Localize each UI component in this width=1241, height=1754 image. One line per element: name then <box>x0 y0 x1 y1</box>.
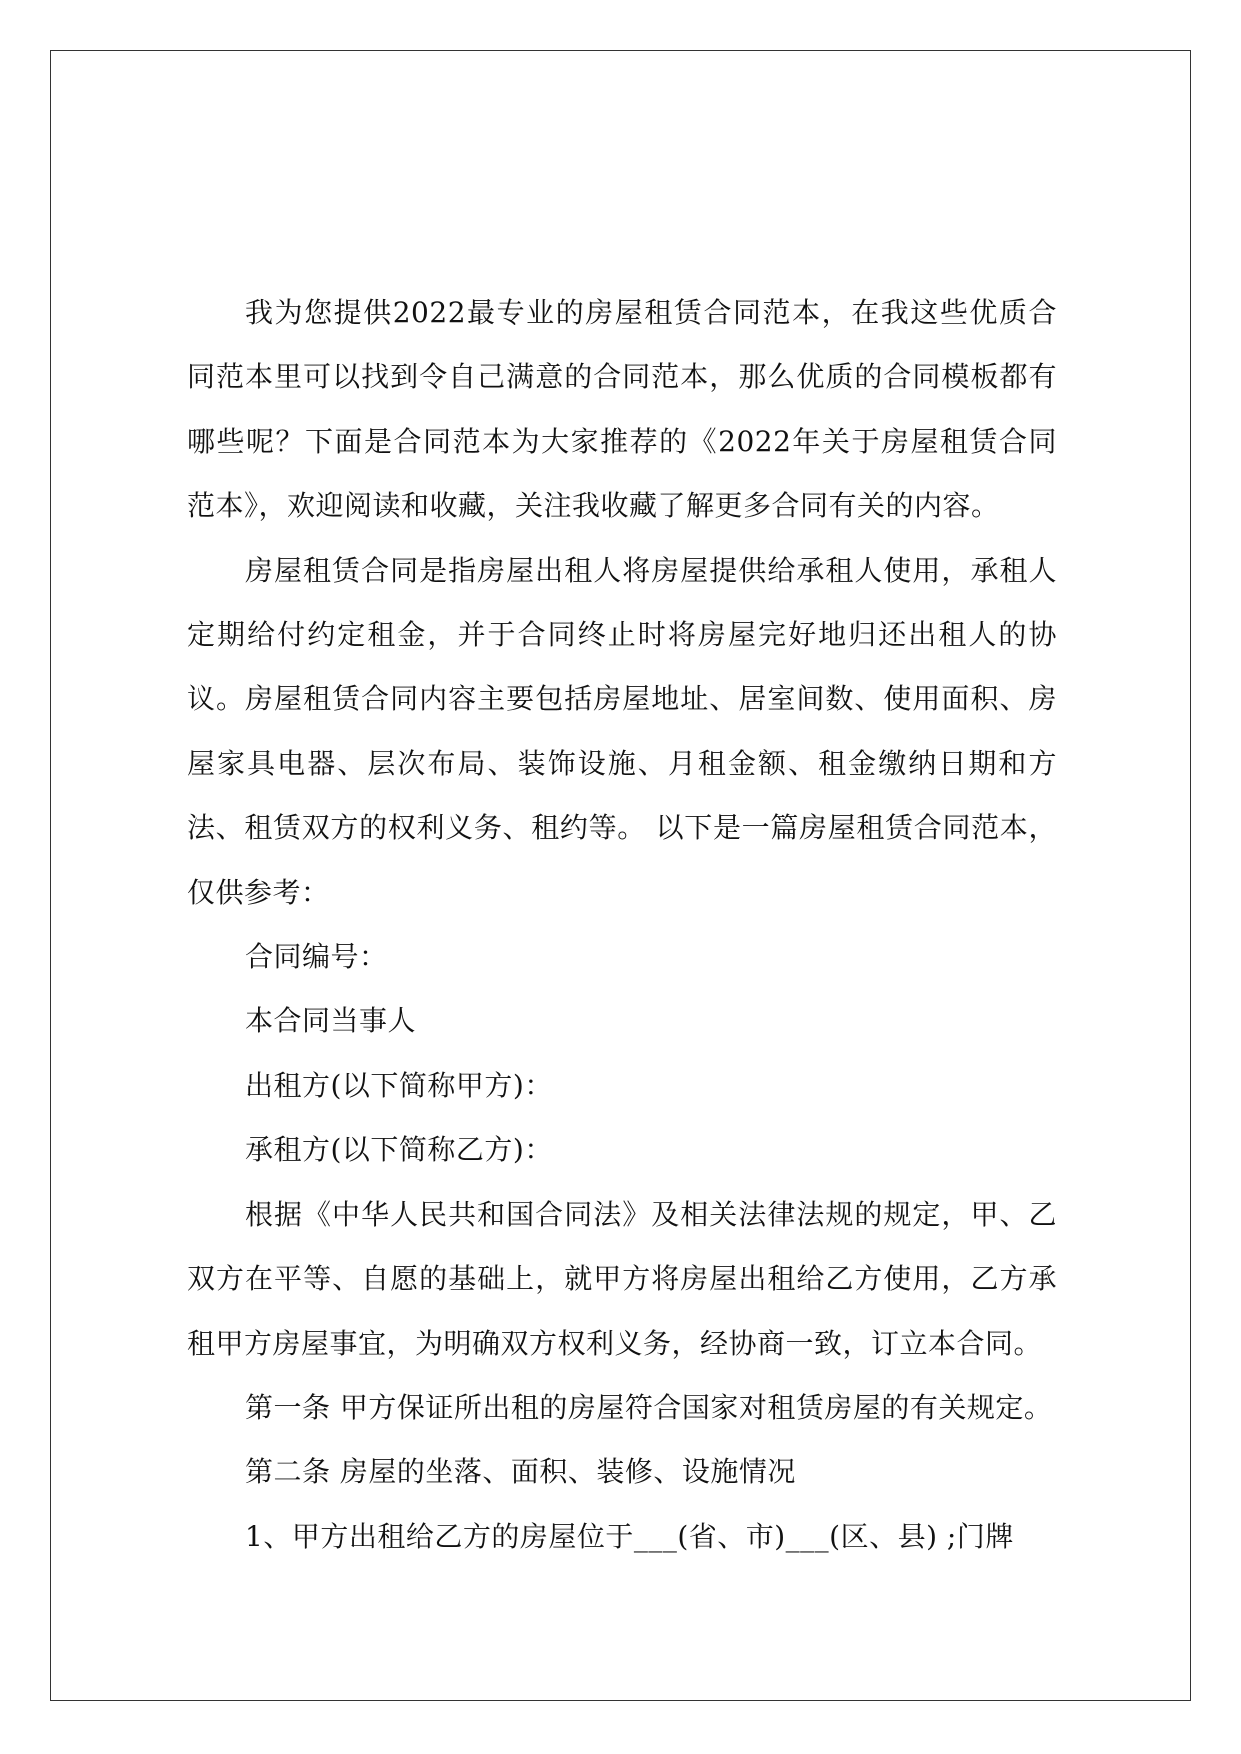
contract-number-line: 合同编号： <box>245 940 388 974</box>
intro-paragraph: 我为您提供2022最专业的房屋租赁合同范本，在我这些优质合同范本里可以找到令自己满意的合同范本，那么优质的合同模板都有哪些呢？下面是合同范本为大家推荐的《2022年关于房屋租赁合同范本》，欢迎阅读和收藏，关注我收藏了解更多合同有关的内容。 <box>187 296 1057 523</box>
article-2-item-1: 1、甲方出租给乙方的房屋位于___(省、市)___(区、县) ;门牌 <box>245 1519 1014 1553</box>
document-body <box>187 281 1057 1569</box>
article-2-heading: 第二条 房屋的坐落、面积、装修、设施情况 <box>245 1455 796 1489</box>
definition-paragraph: 房屋租赁合同是指房屋出租人将房屋提供给承租人使用，承租人定期给付约定租金，并于合同终止时将房屋完好地归还出租人的协议。房屋租赁合同内容主要包括房屋地址、居室间数、使用面积、房屋家具电器、层次布局、装饰设施、月租金额、租金缴纳日期和方法、租赁双方的权利义务、租约等。 以下是一篇房屋租赁合同范本，仅供参考： <box>187 553 1057 909</box>
parties-heading: 本合同当事人 <box>245 1004 417 1038</box>
lessor-line: 出租方(以下简称甲方)： <box>245 1068 553 1102</box>
lessee-line: 承租方(以下简称乙方)： <box>245 1133 553 1167</box>
article-1: 第一条 甲方保证所出租的房屋符合国家对租赁房屋的有关规定。 <box>245 1390 1053 1424</box>
legal-basis-paragraph: 根据《中华人民共和国合同法》及相关法律法规的规定，甲、乙双方在平等、自愿的基础上，就甲方将房屋出租给乙方使用，乙方承租甲方房屋事宜，为明确双方权利义务，经协商一致，订立本合同。 <box>187 1197 1057 1360</box>
